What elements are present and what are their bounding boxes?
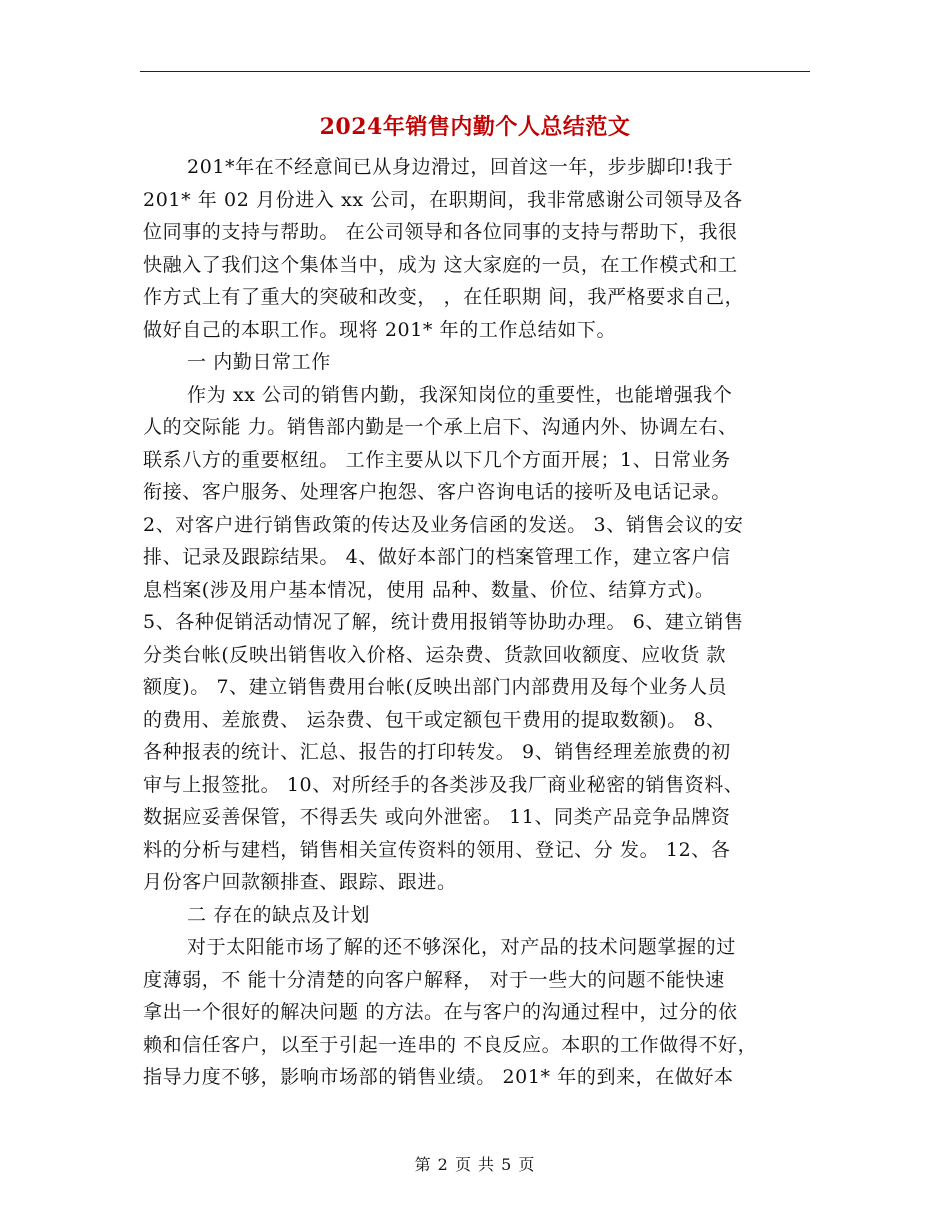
body-line: 各种报表的统计、汇总、报告的打印转发。 9、销售经理差旅费的初 [143, 741, 731, 763]
page-footer: 第 2 页 共 5 页 [414, 1155, 536, 1174]
body-line: 衔接、客户服务、处理客户抱怨、客户咨询电话的接听及电话记录。 [143, 481, 732, 503]
document-body [143, 151, 810, 1094]
body-line: 联系八方的重要枢纽。 工作主要从以下几个方面开展；1、日常业务 [143, 448, 731, 471]
body-line: 赖和信任客户，以至于引起一连串的 不良反应。本职的工作做得不好， [143, 1033, 758, 1056]
body-line: 拿出一个很好的解决问题 的方法。在与客户的沟通过程中，过分的依 [143, 1001, 738, 1023]
header-rule [140, 71, 810, 72]
body-line: 的费用、差旅费、 运杂费、包干或定额包干费用的提取数额)。 8、 [143, 708, 726, 731]
section-heading: 二 存在的缺点及计划 [187, 903, 371, 926]
body-line: 额度)。 7、建立销售费用台帐(反映出部门内部费用及每个业务人员 [143, 676, 728, 698]
body-line: 审与上报签批。 10、对所经手的各类涉及我厂商业秘密的销售资料、 [143, 773, 744, 796]
document-title: 2024年销售内勤个人总结范文 [319, 114, 631, 140]
body-line: 5、各种促销活动情况了解，统计费用报销等协助办理。 6、建立销售 [143, 611, 744, 633]
body-line: 位同事的支持与帮助。 在公司领导和各位同事的支持与帮助下，我很 [143, 221, 738, 243]
body-line: 指导力度不够，影响市场部的销售业绩。 201* 年的到来，在做好本 [143, 1066, 734, 1088]
body-line: 对于太阳能市场了解的还不够深化，对产品的技术问题掌握的过 [187, 936, 736, 958]
body-line: 息档案(涉及用户基本情况，使用 品种、数量、价位、结算方式)。 [143, 578, 715, 601]
body-line: 度薄弱，不 能十分清楚的向客户解释， 对于一些大的问题不能快速 [143, 968, 725, 991]
body-line: 分类台帐(反映出销售收入价格、运杂费、货款回收额度、应收货 款 [143, 643, 727, 666]
section-heading: 一 内勤日常工作 [187, 351, 331, 373]
body-line: 2、对客户进行销售政策的传达及业务信函的发送。 3、销售会议的安 [143, 513, 744, 536]
body-line: 快融入了我们这个集体当中，成为 这大家庭的一员，在工作模式和工 [143, 253, 738, 276]
body-line: 201*年在不经意间已从身边滑过，回首这一年，步步脚印!我于 [187, 156, 734, 178]
body-line: 作方式上有了重大的突破和改变， ，在任职期 间，我严格要求自己， [143, 286, 745, 308]
body-line: 月份客户回款额排查、跟踪、跟进。 [143, 871, 457, 893]
body-line: 数据应妥善保管，不得丢失 或向外泄密。 11、同类产品竞争品牌资 [143, 806, 731, 828]
body-line: 料的分析与建档，销售相关宣传资料的领用、登记、分 发。 12、各 [143, 838, 731, 861]
body-line: 排、记录及跟踪结果。 4、做好本部门的档案管理工作，建立客户信 [143, 546, 731, 568]
body-line: 做好自己的本职工作。现将 201* 年的工作总结如下。 [143, 318, 617, 341]
body-line: 人的交际能 力。销售部内勤是一个承上启下、沟通内外、协调左右、 [143, 416, 738, 438]
body-line: 作为 xx 公司的销售内勤，我深知岗位的重要性，也能增强我个 [187, 383, 733, 406]
body-line: 201* 年 02 月份进入 xx 公司，在职期间，我非常感谢公司领导及各 [143, 188, 743, 211]
